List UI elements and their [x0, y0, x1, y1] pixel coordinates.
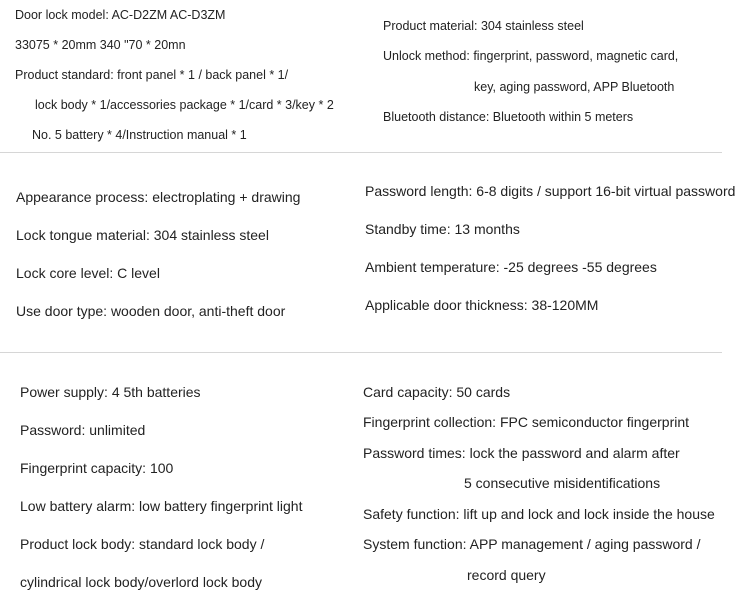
- section-divider-1: [0, 152, 722, 153]
- spec-system-function-cont: record query: [467, 567, 546, 583]
- spec-standard: Product standard: front panel * 1 / back panel * 1/: [15, 68, 289, 82]
- spec-unlock-method: Unlock method: fingerprint, password, magnetic card,: [383, 49, 679, 63]
- spec-password: Password: unlimited: [20, 422, 146, 438]
- spec-unlock-cont: key, aging password, APP Bluetooth: [474, 80, 675, 94]
- spec-fingerprint-cap: Fingerprint capacity: 100: [20, 460, 174, 476]
- spec-password-length: Password length: 6-8 digits / support 16-bit virtual password: [365, 183, 736, 199]
- spec-standard-cont-2: No. 5 battery * 4/Instruction manual * 1: [32, 128, 247, 142]
- spec-system-function: System function: APP management / aging password /: [363, 536, 701, 552]
- spec-password-times: Password times: lock the password and alarm after: [363, 445, 680, 461]
- spec-standby: Standby time: 13 months: [365, 221, 520, 237]
- spec-lock-body: Product lock body: standard lock body /: [20, 536, 265, 552]
- spec-card-capacity: Card capacity: 50 cards: [363, 384, 511, 400]
- spec-door-thickness: Applicable door thickness: 38-120MM: [365, 297, 599, 313]
- spec-bluetooth: Bluetooth distance: Bluetooth within 5 meters: [383, 110, 634, 124]
- spec-fingerprint-coll: Fingerprint collection: FPC semiconductor fingerprint: [363, 414, 690, 430]
- spec-appearance: Appearance process: electroplating + drawing: [16, 189, 301, 205]
- spec-model: Door lock model: AC-D2ZM AC-D3ZM: [15, 8, 226, 22]
- spec-door-type: Use door type: wooden door, anti-theft door: [16, 303, 286, 319]
- spec-dimensions: 33075 * 20mm 340 "70 * 20mn: [15, 38, 186, 52]
- spec-lock-core: Lock core level: C level: [16, 265, 160, 281]
- spec-safety: Safety function: lift up and lock and lock inside the house: [363, 506, 715, 522]
- spec-power-supply: Power supply: 4 5th batteries: [20, 384, 201, 400]
- spec-standard-cont-1: lock body * 1/accessories package * 1/card * 3/key * 2: [35, 98, 334, 112]
- spec-lock-body-cont: cylindrical lock body/overlord lock body: [20, 574, 262, 590]
- spec-low-battery: Low battery alarm: low battery fingerprint light: [20, 498, 303, 514]
- section-divider-2: [0, 352, 722, 353]
- spec-password-times-cont: 5 consecutive misidentifications: [464, 475, 661, 491]
- spec-lock-tongue: Lock tongue material: 304 stainless steel: [16, 227, 269, 243]
- spec-temperature: Ambient temperature: -25 degrees -55 degrees: [365, 259, 657, 275]
- spec-material: Product material: 304 stainless steel: [383, 19, 584, 33]
